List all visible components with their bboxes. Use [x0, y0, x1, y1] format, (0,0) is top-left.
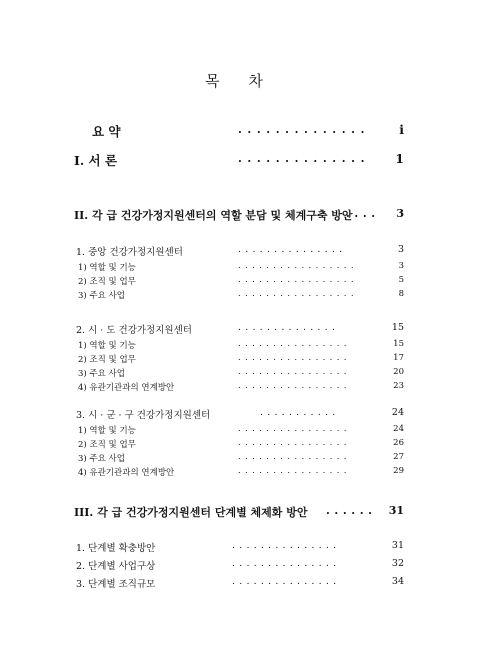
leader-dots: ................ [238, 353, 351, 363]
toc-entry-label: 3) 주요 사업 [78, 291, 125, 301]
leader-dots: ............... [232, 576, 341, 587]
toc-entry-chapter-2[interactable] [0, 207, 480, 223]
leader-dots: ................ [238, 339, 351, 349]
toc-entry-page: 26 [393, 438, 404, 448]
toc-entry-page: 15 [391, 322, 404, 333]
toc-entry-label: 2) 조직 및 업무 [78, 440, 136, 450]
toc-section-municipal[interactable] [0, 407, 480, 421]
toc-entry-page: 20 [393, 367, 404, 377]
toc-entry-label: 1) 역할 및 기능 [78, 341, 136, 351]
toc-entry-label: 2. 단계별 사업구상 [76, 561, 156, 572]
toc-entry-page: 5 [398, 275, 404, 285]
toc-entry-label: 2) 조직 및 업무 [78, 355, 136, 365]
toc-entry-page: 23 [393, 381, 404, 391]
toc-entry-page: 29 [393, 466, 404, 476]
toc-item[interactable] [0, 424, 480, 436]
leader-dots: ............... [238, 244, 347, 255]
toc-entry-page: 27 [393, 452, 404, 462]
toc-item[interactable] [0, 339, 480, 351]
toc-entry-label: I. 서 론 [74, 153, 118, 168]
toc-entry-page: i [399, 122, 404, 137]
toc-section-central[interactable] [0, 244, 480, 258]
toc-entry-page: 3 [397, 244, 404, 255]
toc-item[interactable] [0, 452, 480, 464]
toc-section[interactable] [0, 576, 480, 590]
toc-entry-page: 32 [391, 558, 404, 569]
leader-dots: .............. [238, 152, 371, 165]
toc-entry-label: 3. 단계별 조직규모 [76, 579, 156, 590]
toc-entry-page: 15 [393, 339, 404, 349]
toc-item[interactable] [0, 367, 480, 379]
toc-entry-label: 3) 주요 사업 [78, 369, 125, 379]
leader-dots: ................ [238, 452, 351, 462]
toc-entry-label: 2) 조직 및 업무 [78, 277, 136, 287]
toc-entry-page: 24 [393, 424, 404, 434]
toc-section-province[interactable] [0, 322, 480, 336]
toc-item[interactable] [0, 381, 480, 393]
toc-item[interactable] [0, 353, 480, 365]
toc-entry-page: 31 [388, 504, 404, 517]
toc-entry-label: 4) 유관기관과의 연계방안 [78, 468, 175, 478]
leader-dots: .............. [238, 123, 371, 136]
toc-entry-page: 31 [391, 540, 404, 551]
leader-dots: ...... [326, 504, 377, 517]
toc-section[interactable] [0, 540, 480, 554]
toc-entry-page: 24 [391, 407, 404, 418]
toc-entry-label: 1. 중앙 건강가정지원센터 [76, 247, 183, 258]
leader-dots: ............... [232, 558, 341, 569]
toc-entry-label: 3) 주요 사업 [78, 454, 125, 464]
leader-dots: ........... [260, 407, 340, 418]
leader-dots: ................. [238, 275, 358, 285]
toc-item[interactable] [0, 261, 480, 273]
toc-entry-chapter-3[interactable] [0, 504, 480, 520]
leader-dots: ................ [238, 367, 351, 377]
toc-entry-label: 3. 시 · 군 · 구 건강가정지원센터 [76, 410, 211, 421]
toc-entry-page: 8 [398, 289, 404, 299]
leader-dots: ................ [238, 466, 351, 476]
toc-entry-label: 2. 시 · 도 건강가정지원센터 [76, 325, 192, 336]
leader-dots: ................. [238, 289, 358, 299]
toc-entry-intro[interactable] [0, 151, 480, 169]
leader-dots: ................ [238, 438, 351, 448]
toc-entry-label: 1. 단계별 확충방안 [76, 543, 156, 554]
toc-entry-page: 34 [391, 576, 404, 587]
leader-dots: ................ [238, 381, 351, 391]
toc-entry-page: 1 [395, 151, 404, 166]
leader-dots: .... [346, 207, 380, 220]
leader-dots: .............. [238, 322, 340, 333]
toc-entry-label: 1) 역할 및 기능 [78, 426, 136, 436]
toc-item[interactable] [0, 275, 480, 287]
toc-entry-summary[interactable] [0, 122, 480, 140]
toc-entry-label: III. 각 급 건강가정지원센터 단계별 체제화 방안 [74, 506, 308, 519]
leader-dots: ............... [232, 540, 341, 551]
leader-dots: ................ [238, 424, 351, 434]
toc-item[interactable] [0, 289, 480, 301]
toc-section[interactable] [0, 558, 480, 572]
toc-entry-page: 3 [396, 207, 404, 220]
leader-dots: ................. [238, 261, 358, 271]
toc-entry-label: II. 각 급 건강가정지원센터의 역할 분담 및 체계구축 방안 [74, 209, 353, 222]
toc-entry-label: 4) 유관기관과의 연계방안 [78, 383, 175, 393]
toc-entry-label: 요 약 [92, 124, 121, 139]
toc-entry-page: 3 [398, 261, 404, 271]
toc-item[interactable] [0, 466, 480, 478]
toc-entry-label: 1) 역할 및 기능 [78, 263, 136, 273]
toc-item[interactable] [0, 438, 480, 450]
toc-title: 목 차 [205, 72, 275, 90]
toc-entry-page: 17 [393, 353, 404, 363]
